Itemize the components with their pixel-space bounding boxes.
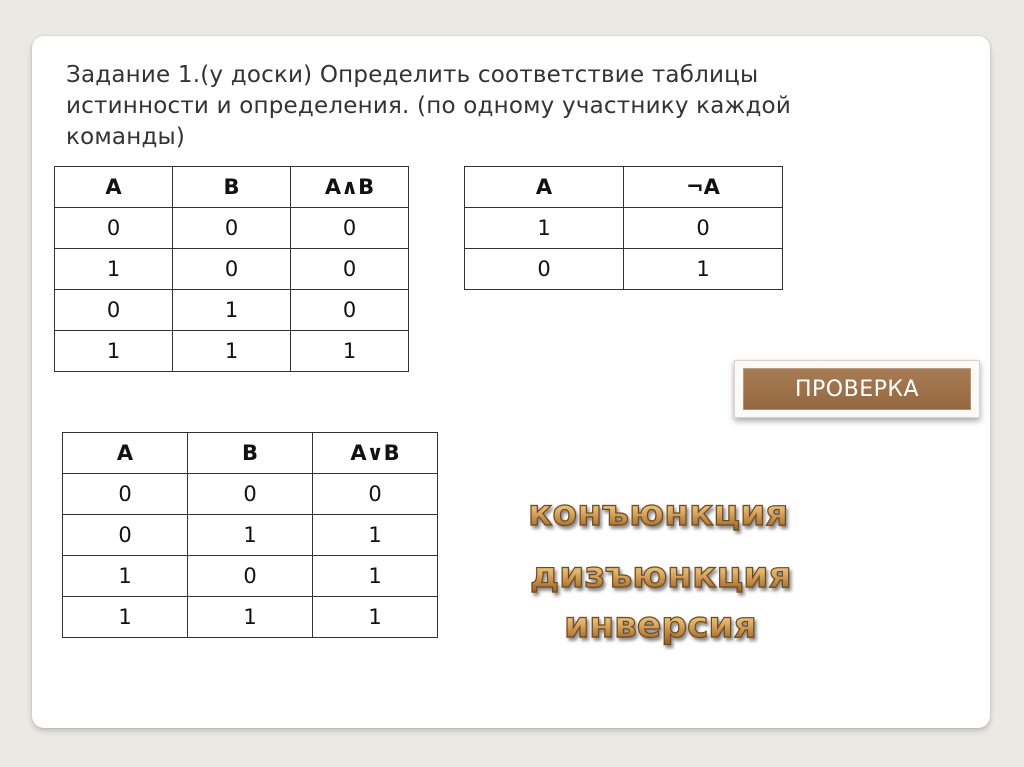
check-button-frame (734, 360, 980, 418)
table-cell: 0 (173, 208, 291, 249)
table-row (55, 331, 409, 372)
term-conjunction[interactable]: конъюнкция (528, 493, 789, 534)
truth-table-inversion (464, 166, 783, 290)
table-row (465, 208, 783, 249)
table-cell: 1 (313, 556, 438, 597)
header-cell: B (188, 433, 313, 474)
table-cell: 0 (63, 474, 188, 515)
table-cell: 1 (188, 515, 313, 556)
table-cell: 1 (63, 556, 188, 597)
task-title: Задание 1.(у доски) Определить соответствие таблицы истинности и определения. (по одному участнику каждой команды) (66, 62, 791, 150)
table-cell: 1 (465, 208, 624, 249)
table-cell: 1 (624, 249, 783, 290)
table-cell: 0 (188, 556, 313, 597)
check-button[interactable]: ПРОВЕРКА (743, 368, 971, 410)
table-cell: 0 (63, 515, 188, 556)
table-cell: 0 (188, 474, 313, 515)
truth-table-disjunction (62, 432, 438, 638)
table-cell: 0 (291, 249, 409, 290)
table-cell: 1 (63, 597, 188, 638)
table-row (63, 556, 438, 597)
header-cell: A (63, 433, 188, 474)
table-row (55, 208, 409, 249)
term-inversion[interactable]: инверсия (564, 605, 757, 646)
table-cell: 1 (55, 331, 173, 372)
header-cell: A (55, 167, 173, 208)
table-header-row (465, 167, 783, 208)
table-cell: 0 (624, 208, 783, 249)
table-cell: 0 (291, 290, 409, 331)
table-cell: 1 (188, 597, 313, 638)
table-row (465, 249, 783, 290)
term-disjunction[interactable]: дизъюнкция (530, 555, 792, 596)
table-row (63, 474, 438, 515)
header-cell: B (173, 167, 291, 208)
table-cell: 1 (313, 515, 438, 556)
table-row (63, 597, 438, 638)
table-header-row (55, 167, 409, 208)
table-cell: 0 (55, 290, 173, 331)
header-cell: A (465, 167, 624, 208)
header-cell: A∨B (313, 433, 438, 474)
table-row (55, 249, 409, 290)
table-header-row (63, 433, 438, 474)
table-cell: 1 (173, 290, 291, 331)
table-cell: 0 (465, 249, 624, 290)
table-cell: 0 (313, 474, 438, 515)
table-cell: 1 (55, 249, 173, 290)
table-cell: 0 (55, 208, 173, 249)
table-cell: 1 (313, 597, 438, 638)
header-cell: A∧B (291, 167, 409, 208)
table-row (55, 290, 409, 331)
table-cell: 0 (291, 208, 409, 249)
table-row (63, 515, 438, 556)
table-cell: 0 (173, 249, 291, 290)
table-cell: 1 (291, 331, 409, 372)
header-cell: ¬A (624, 167, 783, 208)
truth-table-conjunction (54, 166, 409, 372)
table-cell: 1 (173, 331, 291, 372)
